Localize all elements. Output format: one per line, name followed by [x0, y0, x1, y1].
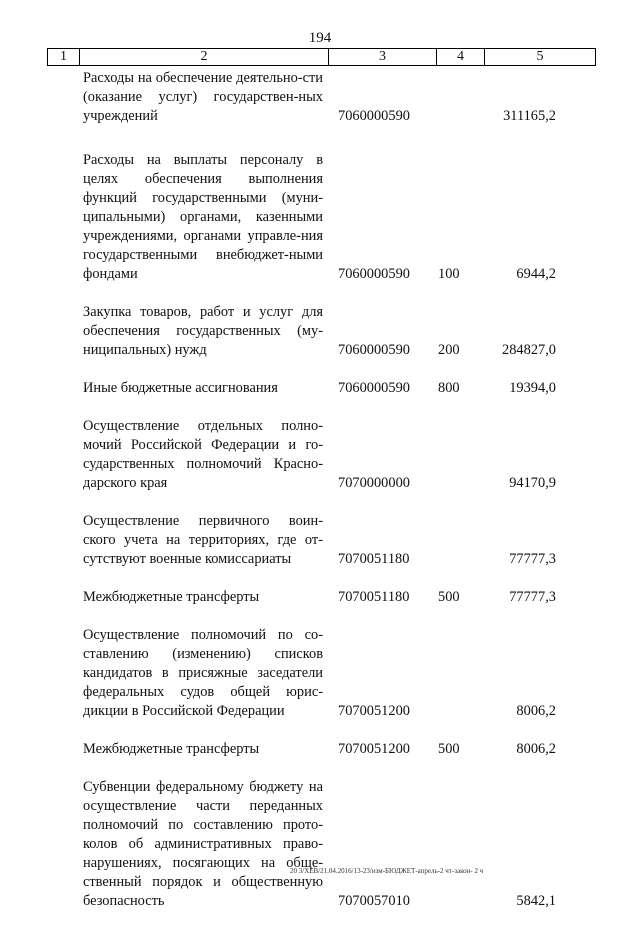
row-type: 800	[438, 380, 460, 396]
row-amount: 77777,3	[509, 589, 556, 605]
row-description: Иные бюджетные ассигнования	[83, 380, 278, 396]
row-type: 100	[438, 266, 460, 282]
row-description: Осуществление первичного воин-ского учета на территориях, где от-сутствуют военные комиссариаты	[83, 513, 323, 567]
row-description: Осуществление полномочий по со-ставлению (изменению) списков кандидатов в присяжные заседатели федеральных судов общей юрис-дикции в Российской Федерации	[83, 627, 323, 719]
row-code: 7070051180	[338, 589, 410, 605]
table-row	[0, 626, 640, 721]
table-row	[0, 588, 640, 607]
row-code: 7060000590	[338, 266, 410, 282]
table-row	[0, 379, 640, 398]
column-header-1: 1	[48, 49, 80, 66]
row-description: Закупка товаров, работ и услуг для обеспечения государственных (му-ниципальных) нужд	[83, 304, 323, 358]
row-type: 500	[438, 589, 460, 605]
table-row	[0, 778, 640, 911]
row-description: Расходы на обеспечение деятельно-сти (оказание услуг) государствен-ных учреждений	[83, 70, 323, 124]
budget-rows	[0, 69, 640, 930]
row-code: 7060000590	[338, 342, 410, 358]
row-code: 7060000590	[338, 108, 410, 124]
row-description: Межбюджетные трансферты	[83, 741, 260, 757]
row-amount: 311165,2	[503, 108, 556, 124]
column-header-4: 4	[437, 49, 485, 66]
document-footer: 20 3/ХЕВ/21.04.2016/13-23/изм-БЮДЖЕТ-апрель-2 чт-закон- 2 ч	[290, 867, 484, 875]
row-amount: 5842,1	[516, 893, 556, 909]
row-amount: 284827,0	[502, 342, 556, 358]
row-amount: 19394,0	[509, 380, 556, 396]
row-amount: 77777,3	[509, 551, 556, 567]
row-code: 7070057010	[338, 893, 410, 909]
row-amount: 6944,2	[516, 266, 556, 282]
page-number: 194	[308, 30, 332, 46]
column-header-5: 5	[485, 49, 596, 66]
row-description: Межбюджетные трансферты	[83, 589, 260, 605]
table-row	[0, 303, 640, 360]
table-row	[0, 151, 640, 284]
row-code: 7070051180	[338, 551, 410, 567]
row-description: Расходы на выплаты персоналу в целях обеспечения выполнения функций государственными (муни-ципальными) органами, казенными учреждениями, органами управле-ния государственными внебюджет-ными фондами	[83, 152, 323, 282]
row-amount: 94170,9	[509, 475, 556, 491]
row-type: 200	[438, 342, 460, 358]
row-amount: 8006,2	[516, 741, 556, 757]
table-row	[0, 512, 640, 569]
row-code: 7070051200	[338, 741, 410, 757]
row-description: Субвенции федеральному бюджету на осуществление части переданных полномочий по составлению прото-колов об административных право-нарушениях, посягающих на обще-ственный порядок и общественную безопасность	[83, 779, 323, 909]
row-amount: 8006,2	[516, 703, 556, 719]
row-code: 7070051200	[338, 703, 410, 719]
column-header-2: 2	[80, 49, 329, 66]
row-description: Осуществление отдельных полно-мочий Российской Федерации и го-сударственных полномочий Красно-дарского края	[83, 418, 323, 491]
row-type: 500	[438, 741, 460, 757]
table-row	[0, 740, 640, 759]
row-code: 7070000000	[338, 475, 410, 491]
column-header-3: 3	[329, 49, 437, 66]
column-header-table	[47, 48, 596, 66]
table-row	[0, 417, 640, 493]
row-code: 7060000590	[338, 380, 410, 396]
table-row	[0, 69, 640, 126]
